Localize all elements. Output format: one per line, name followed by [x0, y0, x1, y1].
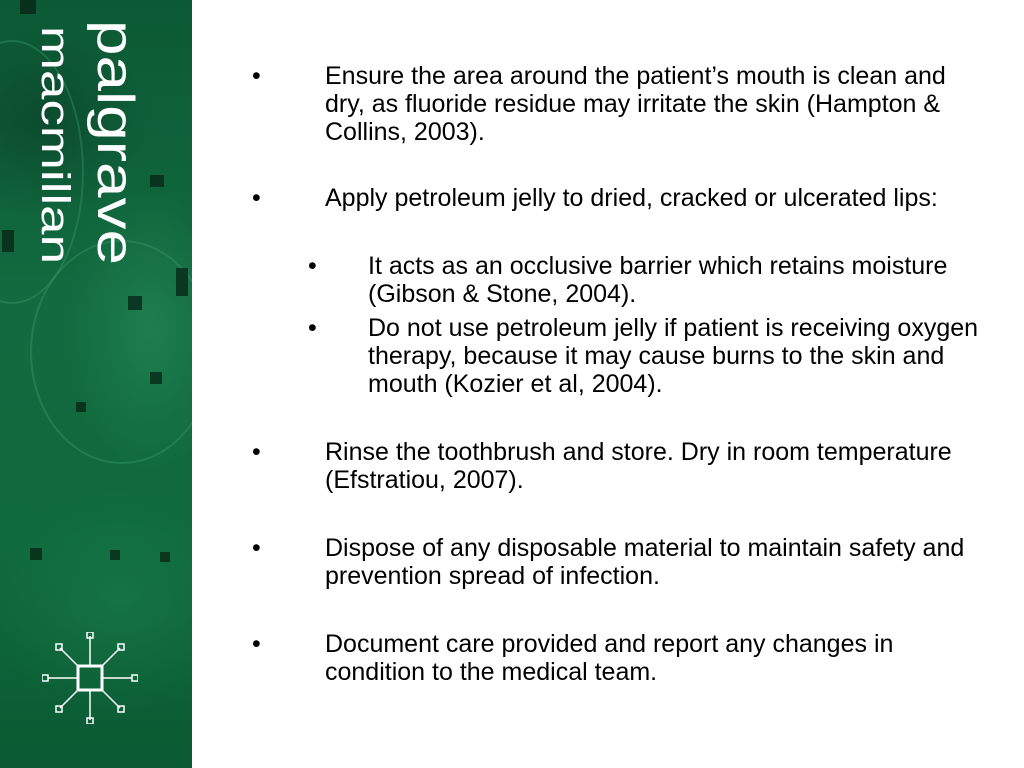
decorative-speck [150, 372, 162, 384]
sub-bullet-item [252, 252, 992, 308]
bullet-marker: • [252, 534, 261, 562]
bullet-item [252, 62, 992, 146]
decorative-speck [2, 230, 14, 252]
bullet-marker: • [252, 184, 261, 212]
bullet-text: It acts as an occlusive barrier which retains moisture (Gibson & Stone, 2004). [368, 252, 948, 308]
decorative-speck [110, 550, 120, 560]
bullet-marker: • [252, 630, 261, 658]
bullet-text: Ensure the area around the patient’s mouth is clean and dry, as fluoride residue may irritate the skin (Hampton & Collins, 2003). [325, 62, 946, 146]
brand-sidebar [0, 0, 192, 768]
brand-logotype-svg [26, 20, 146, 270]
bullet-text: Rinse the toothbrush and store. Dry in room temperature (Efstratiou, 2007). [325, 438, 952, 494]
bullet-text: Apply petroleum jelly to dried, cracked or ulcerated lips: [325, 184, 938, 212]
slide-content [252, 62, 992, 686]
bullet-text: Dispose of any disposable material to maintain safety and prevention spread of infection. [325, 534, 965, 590]
bullet-marker: • [252, 438, 261, 466]
decorative-speck [20, 0, 36, 14]
brand-logotype [26, 20, 146, 270]
bullet-text: Document care provided and report any changes in condition to the medical team. [325, 630, 894, 686]
bullet-item [252, 630, 992, 686]
bullet-item [252, 184, 992, 212]
bullet-text: Do not use petroleum jelly if patient is receiving oxygen therapy, because it may cause burns to the skin and mouth (Kozier et al, 2004). [368, 314, 979, 398]
decorative-speck [30, 548, 42, 560]
decorative-speck [76, 402, 86, 412]
decorative-speck [176, 268, 188, 296]
network-star-icon [42, 632, 138, 724]
brand-line-macmillan: macmillan [33, 26, 77, 207]
decorative-speck [160, 552, 170, 562]
bullet-marker: • [252, 62, 261, 90]
bullet-marker: • [308, 252, 317, 280]
decorative-speck [128, 296, 142, 310]
bullet-item [252, 534, 992, 590]
bullet-item [252, 438, 992, 494]
bullet-marker: • [308, 314, 317, 342]
sub-bullet-item [252, 314, 992, 398]
brand-line-palgrave: palgrave [86, 20, 144, 220]
decorative-speck [150, 175, 164, 187]
